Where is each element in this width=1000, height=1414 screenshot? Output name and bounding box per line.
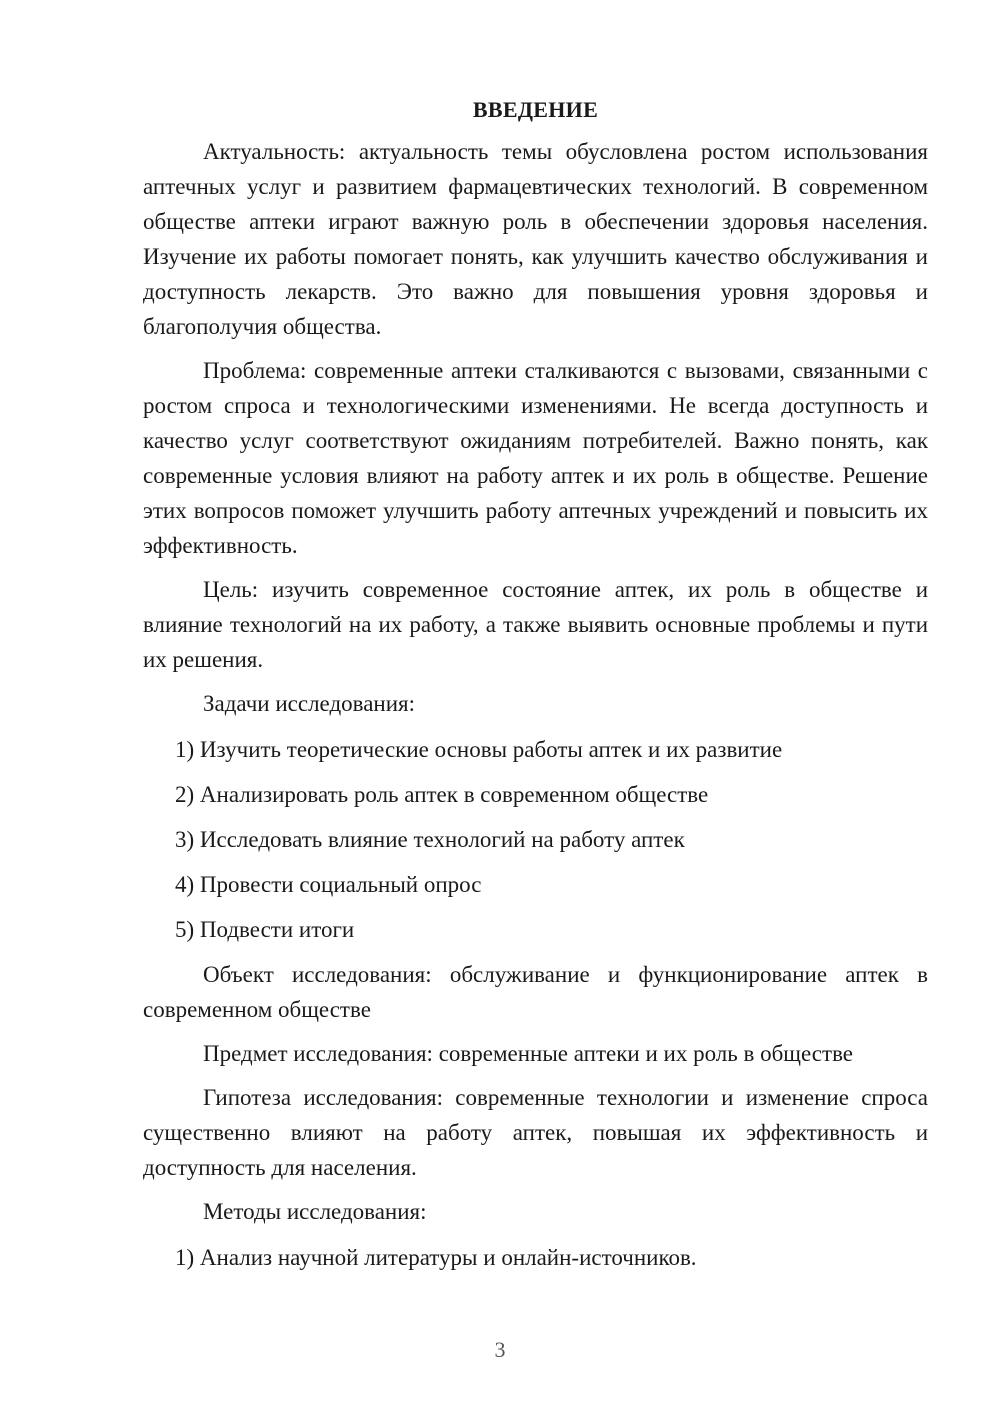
list-item: 1) Изучить теоретические основы работы аптек и их развитие [175, 737, 783, 762]
list-item: 1) Анализ научной литературы и онлайн-источников. [175, 1245, 697, 1270]
list-item: 3) Исследовать влияние технологий на работу аптек [175, 827, 685, 852]
methods-heading: Методы исследования: [203, 1199, 427, 1224]
paragraph-relevance: Актуальность: актуальность темы обусловлена ростом использования аптечных услуг и развитием фармацевтических технологий. В современном обществе аптеки играют важную роль в обеспечении здоровья населения. Изучение их работы помогает понять, как улучшить качество обслуживания и доступность лекарств. Это важно для повышения уровня здоровья и благополучия общества. [143, 139, 928, 339]
page-title: ВВЕДЕНИЕ [472, 97, 599, 122]
paragraph-hypothesis: Гипотеза исследования: современные технологии и изменение спроса существенно влияют на работу аптек, повышая их эффективность и доступность для населения. [143, 1085, 928, 1180]
page-number: 3 [494, 1337, 506, 1362]
paragraph-subject: Предмет исследования: современные аптеки и их роль в обществе [203, 1041, 853, 1066]
paragraph-object: Объект исследования: обслуживание и функционирование аптек в современном обществе [143, 962, 928, 1022]
list-item: 5) Подвести итоги [175, 917, 355, 942]
paragraph-problem: Проблема: современные аптеки сталкиваются с вызовами, связанными с ростом спроса и технологическими изменениями. Не всегда доступность и качество услуг соответствуют ожиданиям потребителей. Важно понять, как современные условия влияют на работу аптек и их роль в обществе. Решение этих вопросов поможет улучшить работу аптечных учреждений и повысить их эффективность. [143, 358, 928, 558]
methods-list [143, 1240, 928, 1275]
tasks-list [143, 732, 928, 947]
list-item: 4) Провести социальный опрос [175, 872, 482, 897]
page-content [143, 94, 928, 1285]
paragraph-goal: Цель: изучить современное состояние аптек, их роль в обществе и влияние технологий на их работу, а также выявить основные проблемы и пути их решения. [143, 577, 928, 672]
list-item: 2) Анализировать роль аптек в современном обществе [175, 782, 709, 807]
tasks-heading: Задачи исследования: [203, 691, 416, 716]
